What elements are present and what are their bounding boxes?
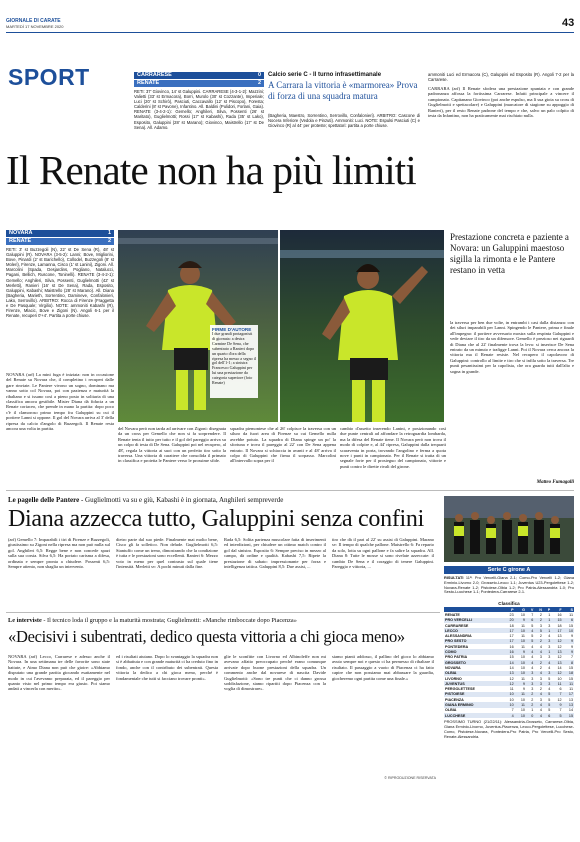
team-name: RENATE bbox=[137, 80, 160, 86]
pagelle-column: tiro che dà il pari al 22' su assist di Galuppini. Marano sv: Il tempo di qualche pallone. Maistrello 6: Fa reparto da solo, lotta su ogni pallone e fa salire la squadra. All. Diana 8: Tutte le mosse si sono rivelate azzeccate: il cambio De Sena e il coraggio di tenere Galuppini. Pareggio e vittoria, ... bbox=[332, 537, 434, 570]
right-article-title: Prestazione concreta e paziente a Novara: un Galuppini maestoso sigilla la rimonta e le Pantere restano in vetta bbox=[450, 232, 569, 275]
standings-team: COMO bbox=[444, 649, 503, 654]
standings-team: NOVARA bbox=[445, 665, 461, 670]
section-divider bbox=[6, 612, 440, 613]
standings-value: 2 bbox=[539, 665, 542, 670]
standings-team: PRO PATRIA bbox=[445, 655, 468, 660]
standings-value: 15 bbox=[509, 655, 514, 660]
standings-value: 3 bbox=[531, 676, 534, 681]
section-divider bbox=[6, 490, 574, 491]
section-label: SPORT bbox=[8, 64, 90, 90]
standings-value: 0 bbox=[526, 713, 534, 718]
left-results-box bbox=[6, 230, 114, 365]
standings-team: GROSSETO bbox=[444, 660, 503, 665]
standings-value: 10 bbox=[563, 628, 574, 633]
standings-value: 4 bbox=[526, 628, 534, 633]
kicker-strong: Le pagelle delle Pantere bbox=[8, 496, 80, 504]
standings-value: 23 bbox=[509, 612, 514, 617]
standings-value: 4 bbox=[539, 708, 542, 713]
standings-value: 3 bbox=[539, 676, 542, 681]
standings-value: 4 bbox=[526, 649, 534, 654]
article-column: cambio d'assetto inserendo Lanini, e posizionando così due punte centrali ad affondare la retroguardia lombarda, ma la difesa del Renate tiene. Il Novara però non trova il modo di colpire e, al 44' ripresa, Galuppini dalla trequarti scaraventa in porta, trovando l'angolino e ferma a quota nove i punti in campionato. Per il Renate si tratta di un segnale forte per il prosieguo del campionato, vittorie e punti contro le dirette rivali del girone. bbox=[340, 426, 446, 469]
standings-value: 2 bbox=[539, 634, 542, 639]
interview-column: glie le sconfitte con Livorno ed Albinoleffe non mi avevano affatto preoccupato perché erano comunque arrivate dopo buone prestazioni della squadra. Un commento anche dal novarese di nascita Davide Guglielmotti: «Sono tre punti che ci danno grossa soddisfazione, siamo ripartiti dopo Piacenza con la voglia di dimostrare». bbox=[224, 654, 326, 692]
standings-value: 5 bbox=[531, 623, 534, 628]
standings-value: 4 bbox=[526, 660, 534, 665]
main-headline: Il Renate non ha più limiti bbox=[6, 147, 416, 193]
standings-value: 7 bbox=[511, 708, 514, 713]
article-column: del Novara però non tarda ad arrivare con Zigoni: disegnata da un cross per Gemello che non si fa sorprendere. Il Renate tenta il tutto per tutto e il gol del pareggio arriva su un colpo di testa di De Sena. Galuppini poi nel recupero, al 48', regala la vittoria ai suoi con un perfetto tiro sotto la traversa. Una vittoria di carattere che consolida il primato in classifica e proietta le Pantere verso le prossime sfide. bbox=[118, 426, 226, 464]
standings-value: 4 bbox=[543, 660, 551, 665]
standings-value: 10 bbox=[503, 702, 514, 707]
standings-value: 10 bbox=[520, 665, 525, 670]
standings-table bbox=[444, 607, 574, 718]
standings-value: 10 bbox=[509, 697, 514, 702]
standings-value: 16 bbox=[509, 644, 514, 649]
top-kicker: Calcio serie C - Il turno infrasettimanale bbox=[268, 72, 382, 78]
copyright-credit: © RIPRODUZIONE RISERVATA bbox=[384, 776, 436, 780]
standings-value: 17 bbox=[563, 692, 574, 697]
match-photo bbox=[118, 230, 444, 422]
standings-value: 5 bbox=[551, 713, 562, 718]
standings-value: 17 bbox=[551, 628, 562, 633]
standings-value: 8 bbox=[563, 660, 574, 665]
standings-value: 1 bbox=[543, 628, 551, 633]
results-label: RISULTATI bbox=[444, 576, 464, 580]
standings-value: 15 bbox=[563, 713, 574, 718]
standings-value: 11 bbox=[521, 623, 525, 628]
standings-value: 4 bbox=[534, 702, 543, 707]
standings-value: 13 bbox=[551, 649, 562, 654]
serie-c-results bbox=[444, 576, 574, 600]
standings-value: 10 bbox=[557, 676, 562, 681]
article-column: NOVARA (arf) La mini fuga è iniziata: non in occasione del Renate su Novara che, il completino i recuperi dalle gare rinviate. Le Pantere vivono un sogno, dominano ma vanno sotto col Novara, poi con pazienza e maturità la ribaltano e si issano così a pieno posto in solitaria di una classifica ancora gestibile. Mister Diana dà fiducia a un Renate coriaceo, che prende in mano la partita: dopo poco c'è il clamoroso primo tempo fra Galuppini su cui il portiere Lanni si oppone. Il gol del Novara arriva al 3' della ripresa da calcio d'angolo di Buzzegoli. Il Renate resta ancora una volta in partita. bbox=[6, 372, 114, 432]
standings-value: 20 bbox=[503, 618, 514, 623]
standings-column-header: G bbox=[515, 607, 526, 612]
team-name: RENATE bbox=[9, 238, 32, 244]
standings-team: LUCCHESE bbox=[444, 713, 503, 718]
kicker-rest: - Il tecnico loda il gruppo e la maturità mostrata; Guglielmotti: «Manche rimboccate dopo Piacenza» bbox=[41, 617, 297, 624]
standings-value: 9 bbox=[563, 649, 574, 654]
interview-headline: «Decisivi i subentrati, dedico questa vittoria a chi gioca meno» bbox=[8, 627, 405, 646]
standings-value: 3 bbox=[543, 681, 551, 686]
standings-column-header: P bbox=[543, 607, 551, 612]
standings-value: 5 bbox=[531, 634, 534, 639]
standings-value: 17 bbox=[503, 639, 514, 644]
standings-value: 11 bbox=[569, 687, 573, 692]
standings-value: 13 bbox=[503, 671, 514, 676]
standings-value: 2 bbox=[539, 687, 542, 692]
standings-value: 6 bbox=[559, 687, 562, 692]
caption-title: FIRME D'AUTORE bbox=[212, 327, 252, 332]
standings-value: 2 bbox=[526, 702, 534, 707]
caption-text: I due grandi protagonisti di giornata: a destra Carmine De Sena, che subentrato a Ranieri dopo un quarto d'ora della ripresa ha messo a segno il gol dell'1-1; a sinistra Francesco Galuppini per lui una prestazione da categoria superiore (foto Renate) bbox=[212, 332, 256, 386]
standings-value: 18 bbox=[509, 623, 514, 628]
standings-value: 10 bbox=[515, 671, 526, 676]
standings-team: PIACENZA bbox=[445, 697, 464, 702]
standings-value: 11 bbox=[521, 644, 525, 649]
standings-value: 10 bbox=[520, 697, 525, 702]
standings-column-header: S bbox=[563, 607, 574, 612]
standings-team: PERGOLETTESE bbox=[445, 687, 475, 692]
standings-value: 9 bbox=[522, 687, 525, 692]
standings-value: 11 bbox=[515, 702, 526, 707]
team-score: 0 bbox=[257, 72, 261, 78]
standings-value: 10 bbox=[520, 612, 525, 617]
team-score: 2 bbox=[107, 238, 111, 244]
standings-value: 15 bbox=[568, 623, 573, 628]
standings-value: 4 bbox=[503, 713, 514, 718]
pagelle-column: (arf) Gemello 7: Imparabili i tiri di Firenze e Buzzegoli, giustissimo su Zigoni nella ripresa ma non può nulla sul gol. Anghileri 6,5: Regge bene e non concede spazi sulla sua corsia. Silva 6,5: Ha portato carisma a difesa, ordinata e sempre pronta a chiudere. Possenti 6,5: Sempre attento, non sbaglia un intervento. bbox=[8, 537, 110, 570]
standings-value: 12 bbox=[509, 676, 514, 681]
standings-value: 3 bbox=[539, 655, 542, 660]
standings-value: 5 bbox=[543, 692, 551, 697]
standings-value: 11 bbox=[521, 676, 525, 681]
standings-value: 14 bbox=[503, 660, 514, 665]
standings-value: 3 bbox=[531, 687, 534, 692]
standings-value: 2 bbox=[526, 692, 534, 697]
standings-value: 14 bbox=[568, 708, 573, 713]
standings-team: PISTOIESE bbox=[444, 692, 503, 697]
standings-value: 13 bbox=[551, 660, 562, 665]
page-number: 43 bbox=[562, 17, 575, 29]
top-article-notes: (Bagheria, Maestro, Sorrentino, Serrovillo, Confalonieri). ARBITRO: Cascone di Nocera Inferiore (Vedola e Pinzuti). Ammoniti: Luci. NOTE: Espulsi Pasciuti (C) e Giovinco (R) al 44' per proteste; spettatori: partita a porte chiuse. bbox=[268, 113, 420, 129]
standings-value: 5 bbox=[548, 697, 551, 702]
standings-value: 5 bbox=[526, 639, 534, 644]
serie-c-box bbox=[444, 566, 574, 741]
standings-title: Classifica bbox=[498, 601, 520, 606]
right-article-body: la traversa per ben due volte, in entrambi i casi dalla distanza: con dei siluri imparabili per Lanni. Spingendo le Pantere, prima e finale all'impegno: il portiere avversario mostra sulla respinta Galuppini e vede deviare il tiro da un difensore. Gemello è prezioso nei riguardi di Diana che al 22' finalmente trova la leva: si inserisce De Sena entrato da un minuto e trafigge Lanni. Poi il Novara cerca ancora la vittoria ma il Renate resiste. Nel recupero il capolavoro di Galuppini: controllo al limite e tiro che si infila sotto la traversa. Tre punti pesantissimi per la capolista, che ora guarda tutti dall'alto e sogna in grande. bbox=[450, 320, 574, 374]
standings-value: 11 bbox=[569, 612, 573, 617]
standings-value: 6 bbox=[563, 618, 574, 623]
standings-value: 3 bbox=[548, 644, 551, 649]
standings-value: 4 bbox=[531, 655, 534, 660]
standings-value: 9 bbox=[515, 618, 526, 623]
standings-column-header: F bbox=[551, 607, 562, 612]
standings-team: JUVENTUS bbox=[444, 681, 503, 686]
standings-value: 10 bbox=[515, 713, 526, 718]
standings-value: 3 bbox=[548, 623, 551, 628]
standings-value: 2 bbox=[534, 639, 543, 644]
article-author: Matteo Fumagalli bbox=[536, 480, 574, 485]
standings-value: 9 bbox=[570, 644, 573, 649]
standings-value: 10 bbox=[515, 628, 526, 633]
team-photo-image bbox=[444, 496, 574, 562]
standings-value: 13 bbox=[557, 634, 562, 639]
team-row bbox=[134, 80, 264, 87]
standings-value: 1 bbox=[543, 649, 551, 654]
standings-value: 7 bbox=[570, 655, 573, 660]
standings-team: PRO SESTO bbox=[444, 639, 503, 644]
standings-value: 4 bbox=[539, 644, 542, 649]
standings-value: 11 bbox=[521, 634, 525, 639]
standings-value: 4 bbox=[534, 649, 543, 654]
pagelle-column: Rada 6,5: Solita partenza muscolare fatta di inserimenti ed interdizioni, per chiudere un ottimo match contro il gol dal sinistro. Esposito 6: Sempre preciso in mezzo al campo, dà ordine e qualità. Kabashi 7,5: Ripete la prestazione di sabato: impressionante per forza e intelligenza tattica. Galuppini 8,5: Due assist, ... bbox=[224, 537, 326, 570]
standings-value: 13 bbox=[563, 702, 574, 707]
standings-value: 5 bbox=[548, 708, 551, 713]
standings-value: 10 bbox=[520, 708, 525, 713]
standings-value: 1 bbox=[531, 708, 534, 713]
standings-team: ALESSANDRIA bbox=[445, 634, 472, 639]
interview-column: ed i risultati aiutano. Dopo lo svantaggio la squadra non si è abbattuta e con grande maturità ci ha creduto fino in fondo, anche con il contributo dei subentrati. Questa vittoria la dedico a chi gioca meno, perché è fondamentale che tutti si facciano trovare pronti». bbox=[116, 654, 218, 681]
standings-value: 6 bbox=[543, 713, 551, 718]
interview-column: siamo pianti addosso, il pallino del gioco lo abbiamo avuto sempre noi e questo ci ha permesso di ribaltare il risultato. Il passaggio a vuoto di Piacenza ci ha fatto capire che non possiamo mai abbassare la guardia, giocheremo ogni partita come una finale.» bbox=[332, 654, 434, 681]
standings-value: 4 bbox=[534, 692, 543, 697]
interview-column: NOVARA (arf) Lecco, Carrarese e adesso anche il Novara. In una settimana tre delle favorite sono state battute, e Aimo Diana non può che gioire: «Abbiamo disputato una grande partita giocando esattamente nel modo in cui l'avevamo preparata, ed il pareggio per quanto visto nel primo tempo era giusto. Poi siamo andati a vincerla con merito». bbox=[8, 654, 110, 692]
standings-column-header: V bbox=[526, 607, 534, 612]
serie-c-title: Serie C girone A bbox=[444, 566, 574, 574]
standings-value: 12 bbox=[503, 681, 514, 686]
next-round: PROSSIMO TURNO (21/22/11): Alessandria-Grosseto, Carrarese-Olbia, Giana Erminio-Livorno, Juventus-Piacenza, Lecco-Pergolettese, Lucchese-Como, Pistoiese-Novara, Pontedera-Pro Patria, Pro Vercelli-Pro Sesto, Renate-Alessandria. bbox=[444, 720, 574, 739]
results-text: 11ª: Pro Vercelli-Giana 2-1; Como-Pro Vercelli 1-2; Giana Erminio-Livorno 2-0; Grosseto-Lecco 1-1; Juventus U23-Pergolettese 1-2; Novara-Renate 1-2; Pistoiese-Olbia 1-2; Pro Patria-Alessandria 1-0; Pro Sesto-Lucchese 1-1; Pontedera-Carrarese 2-1. bbox=[444, 576, 574, 595]
standings-value: 15 bbox=[568, 676, 573, 681]
standings-value: 2 bbox=[534, 618, 543, 623]
standings-value: 12 bbox=[551, 671, 562, 676]
standings-value: 3 bbox=[526, 681, 534, 686]
standings-team: GIANA ERMINIO bbox=[444, 702, 503, 707]
standings-value: 14 bbox=[557, 665, 562, 670]
team-name: CARRARESE bbox=[137, 72, 172, 78]
standings-team: LIVORNO bbox=[445, 676, 462, 681]
team-row bbox=[6, 230, 114, 237]
standings-value: 9 bbox=[563, 639, 574, 644]
standings-value: 10 bbox=[520, 655, 525, 660]
team-score: 1 bbox=[107, 230, 111, 236]
header-rule bbox=[6, 32, 574, 33]
pagelle-column: dietro parte dal suo piede. Finalmente mai molto bene, Cisco gli fa solletico. Non delude. Guglielmotti 6,5: Stantuffo come un treno, dimostrando che la condizione è tutta e le prestazioni sono eccellenti. Ranieri 6: Mezzo voto in meno per quel contrasto sul quale tiene l'intensità. Merletti sv: A pochi minuti dalla fine. bbox=[116, 537, 218, 570]
standings-row bbox=[444, 713, 574, 718]
standings-value: 9 bbox=[570, 634, 573, 639]
paper-name: GIORNALE DI CARATE bbox=[6, 18, 61, 24]
standings-value: 16 bbox=[557, 612, 562, 617]
match-details: RETI: 37' Giovinco, 14' st Galuppini. CARRARESE (4-3-1-2): Mazzini; Valietti (33' st Ermacora), Borri, Murolo (30' st Cozzante), Imperiale; Luci (20' st Schirò), Pasciuti, Caccavallo (12' st Piscopo), Foresta; Calderini (8' st Pavone), Infantino. All. Baldini (Pulidori, Forlani, Gaia). RENATE (3-4-2-1): Gemello; Anghileri, Silva, Possenti (26' st Maritato), Guglielmotti; Rossi (17' st Kabashi), Rada (35' st Lako), Esposito, Galuppini (28' st Marano); Giovinco, Maistrello (17' st De Sena). All. Adamo. bbox=[134, 89, 264, 130]
standings-column-header: P bbox=[503, 607, 514, 612]
standings-value: 4 bbox=[531, 644, 534, 649]
standings-value: 15 bbox=[551, 618, 562, 623]
standings-value: 11 bbox=[509, 687, 514, 692]
standings-value: 3 bbox=[539, 623, 542, 628]
standings-value: 3 bbox=[534, 681, 543, 686]
standings-value: 7 bbox=[551, 692, 562, 697]
team-row bbox=[6, 238, 114, 245]
standings-value: 16 bbox=[503, 649, 514, 654]
standings-team: LECCO bbox=[444, 628, 503, 633]
standings-value: 10 bbox=[515, 639, 526, 644]
standings-value: 12 bbox=[557, 644, 562, 649]
standings-team: OLBIA bbox=[444, 671, 503, 676]
standings-value: 4 bbox=[548, 634, 551, 639]
standings-value: 5 bbox=[548, 676, 551, 681]
standings-value: 9 bbox=[551, 702, 562, 707]
kicker-rest: - Guglielmotti va su e giù, Kabashi è in giornata, Anghileri sempreverde bbox=[79, 496, 284, 504]
standings-value: 4 bbox=[548, 665, 551, 670]
standings-value: 5 bbox=[543, 702, 551, 707]
standings-value: 12 bbox=[551, 639, 562, 644]
article-column: squadra piemontese che al 26' colpisce la traversa con un siluro da fuori area di Firenze su cui Gemello nulla avrebbe potuto. La squadra di Diana spinge un po' la sfortuna e trova il pareggio al 22' con De Sena appena entrato. Il Novara si schiaccia in avanti e al 48' arriva il colpo di Galuppini che firma il sorpasso. Marcolini all'intervallo sopra per il bbox=[230, 426, 336, 464]
standings-value: 11 bbox=[563, 681, 574, 686]
standings-value: 1 bbox=[548, 612, 551, 617]
standings-value: 12 bbox=[557, 655, 562, 660]
standings-value: 11 bbox=[515, 692, 526, 697]
standings-value: 9 bbox=[515, 649, 526, 654]
interview-kicker bbox=[8, 617, 440, 624]
standings-value: 7 bbox=[559, 708, 562, 713]
pagelle-kicker bbox=[8, 496, 448, 504]
standings-team: PRO VERCELLI bbox=[444, 618, 503, 623]
photo-caption bbox=[210, 325, 258, 398]
standings-column-header: N bbox=[534, 607, 543, 612]
standings-value: 4 bbox=[534, 671, 543, 676]
paper-date: MARTEDÌ 17 NOVEMBRE 2020 bbox=[6, 24, 64, 29]
standings-value: 1 bbox=[543, 618, 551, 623]
standings-value: 17 bbox=[503, 628, 514, 633]
team-name: NOVARA bbox=[9, 230, 33, 236]
match-details: RETI: 3' st Buzzegoli (N), 22' st De Sena (R), 48' st Galuppini (R). NOVARA (3-5-2): Lanni; Bove, Migliorini, Bove, Pinardi (2' st Barichello), Collodel, Buzzegoli (8' st Moleri), Firenze, Lamanna, Cisco (1' st Lanini), Zigoni. All. Marcolini (Spada, Desjardins, Pogliano, Natalucci, Pagani, Bellich, Ruscone, Toninelli). RENATE (3-4-2-1): Gemello; Anghileri, Silva, Possenti, Guglielmotti (42' st Merletti), Ranieri (16' st De Sena), Rada, Esposito, Galuppini, Kabashi; Maistrello (28' st Marano). All. Diana (Bagheria, Marieth, Sorrentino, Damineve, Confalonieri, Lako, Serrovillo). ARBITRO: Rocca di Firenze (Fraggetta e De Pasquale; Virgilio). NOTE: ammoniti Kabashi (R), Firenze, Mlacic, Bove e Zigoni (N). Angoli 6-1 per il Renate, recuperi 0'+4'. Partita a porte chiuse. bbox=[6, 247, 114, 319]
standings-value: 3 bbox=[548, 655, 551, 660]
standings-value: 4 bbox=[534, 713, 543, 718]
kicker-strong: Le interviste bbox=[8, 617, 42, 624]
standings-value: 17 bbox=[509, 634, 514, 639]
standings-value: 3 bbox=[543, 671, 551, 676]
standings-value: 3 bbox=[539, 697, 542, 702]
standings-value: 7 bbox=[531, 612, 534, 617]
pagelle-headline: Diana azzecca tutto, Galuppini senza confini bbox=[8, 506, 424, 532]
top-article-title: A Carrara la vittoria è «marmorea» Prova di forza di una squadra matura bbox=[268, 80, 418, 101]
standings-value: 3 bbox=[526, 671, 534, 676]
top-article-notes-2: ammoniti Luci ed Ermacora (C), Galuppini ed Esposito (R). Angoli 7-2 per la Carrarese. bbox=[428, 72, 574, 83]
standings-value: 10 bbox=[503, 692, 514, 697]
standings-value: 6 bbox=[526, 618, 534, 623]
standings-value: 3 bbox=[543, 639, 551, 644]
standings-team: CARRARESE bbox=[445, 623, 469, 628]
standings-value: 15 bbox=[568, 665, 573, 670]
standings-value: 18 bbox=[557, 623, 562, 628]
standings-value: 5 bbox=[534, 628, 543, 633]
team-photo bbox=[444, 496, 574, 562]
standings-value: 11 bbox=[551, 681, 562, 686]
photo-image bbox=[118, 230, 444, 422]
team-score: 2 bbox=[257, 80, 261, 86]
standings-value: 13 bbox=[568, 697, 573, 702]
standings-value: 4 bbox=[531, 665, 534, 670]
standings-value: 2 bbox=[534, 660, 543, 665]
standings-team: PONTEDERA bbox=[445, 644, 469, 649]
team-row bbox=[134, 72, 264, 79]
standings-value: 12 bbox=[557, 697, 562, 702]
standings-team: OLBIA bbox=[445, 708, 457, 713]
standings-value: 2 bbox=[539, 612, 542, 617]
standings-value: 2 bbox=[531, 697, 534, 702]
top-article-body: CARRARA (arf) Il Renate sfodera una prestazione spuntata e con grande padronanza affossa la fortissima Carrarese. Infatti principale a vincere il campionato. Capitanano Giovinco (poi anche espulso, ma lì sua gioia su cross di Guglielmotti e spettacolare) e Galuppini (marcatore di stagione su appoggio di Ranieri), per il resto Renate padrone del tempo e che, salvo un palo colpito di testa da Infantino, non ha praticamente mai rischiato nulla. bbox=[428, 86, 574, 119]
standings-value: 10 bbox=[515, 660, 526, 665]
top-results-box bbox=[134, 72, 264, 149]
standings-value: 9 bbox=[515, 681, 526, 686]
standings-value: 14 bbox=[509, 665, 514, 670]
standings-value: 4 bbox=[548, 687, 551, 692]
standings-value: 18 bbox=[563, 671, 574, 676]
standings-team: RENATE bbox=[445, 612, 460, 617]
